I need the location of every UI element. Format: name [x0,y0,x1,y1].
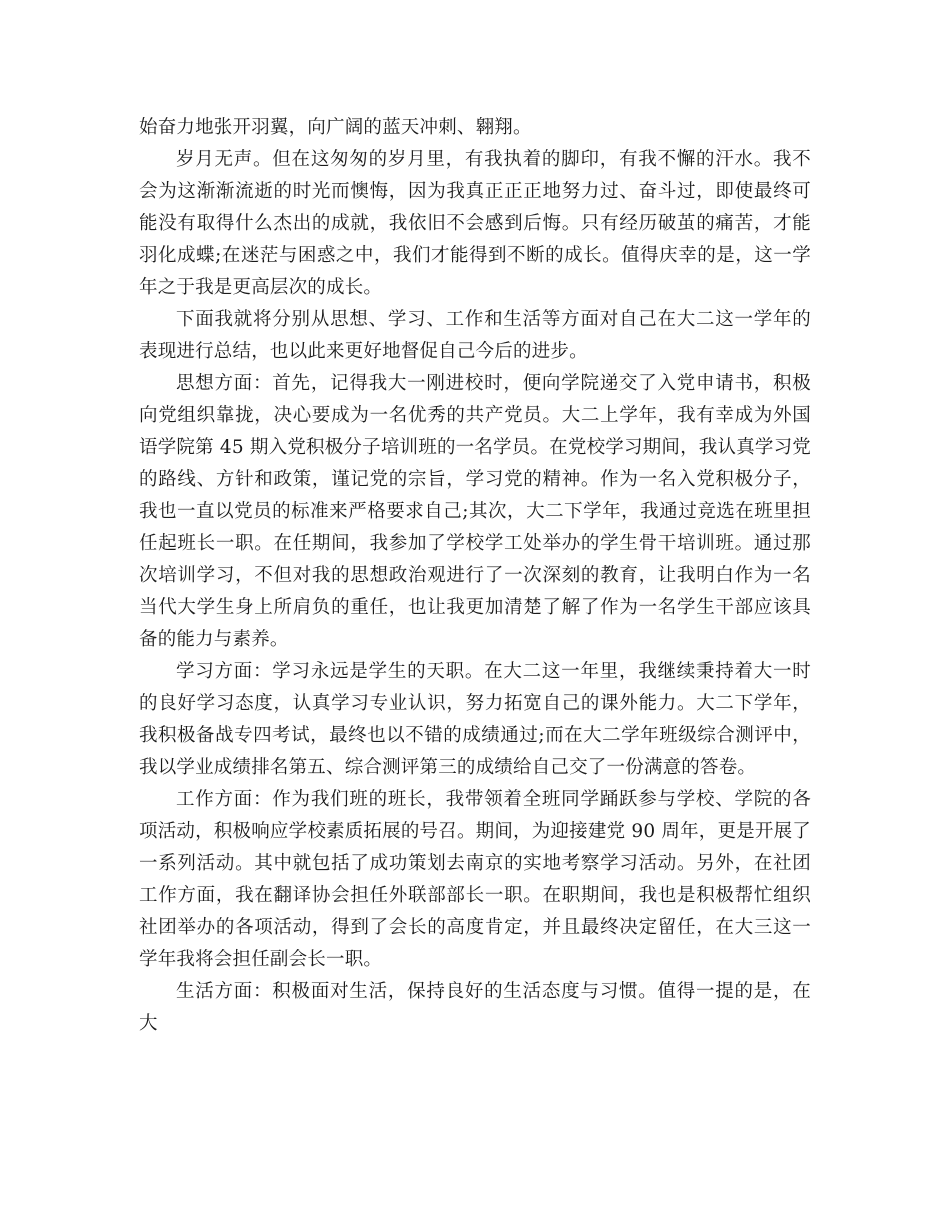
document-body [139,112,811,1040]
paragraph-time-reflection: 岁月无声。但在这匆匆的岁月里，有我执着的脚印，有我不懈的汗水。我不会为这渐渐流逝的时光而懊悔，因为我真正正正地努力过、奋斗过，即使最终可能没有取得什么杰出的成就，我依旧不会感到后悔。只有经历破茧的痛苦，才能羽化成蝶;在迷茫与困惑之中，我们才能得到不断的成长。值得庆幸的是，这一学年之于我是更高层次的成长。 [139,149,811,298]
paragraph-summary-intro: 下面我就将分别从思想、学习、工作和生活等方面对自己在大二这一学年的表现进行总结，也以此来更好地督促自己今后的进步。 [139,309,811,362]
paragraph-ideology: 思想方面：首先，记得我大一刚进校时，便向学院递交了入党申请书，积极向党组织靠拢，决心要成为一名优秀的共产党员。大二上学年，我有幸成为外国语学院第 45 期入党积极分子培训班的一名学员。在党校学习期间，我认真学习党的路线、方针和政策，谨记党的宗旨，学习党的精神。作为一名入党积极分子，我也一直以党员的标准来严格要求自己;其次，大二下学年，我通过竞选在班里担任起班长一职。在任期间，我参加了学校学工处举办的学生骨干培训班。通过那次培训学习，不但对我的思想政治观进行了一次深刻的教育，让我明白作为一名当代大学生身上所肩负的重任，也让我更加清楚了解了作为一名学生干部应该具备的能力与素养。 [139,373,811,650]
paragraph-continued: 始奋力地张开羽翼，向广阔的蓝天冲刺、翱翔。 [139,117,532,138]
paragraph-work: 工作方面：作为我们班的班长，我带领着全班同学踊跃参与学校、学院的各项活动，积极响应学校素质拓展的号召。期间，为迎接建党 90 周年，更是开展了一系列活动。其中就包括了成功策划去南京的实地考察学习活动。另外，在社团工作方面，我在翻译协会担任外联部部长一职。在职期间，我也是积极帮忙组织社团举办的各项活动，得到了会长的高度肯定，并且最终决定留任，在大三这一学年我将会担任副会长一职。 [139,789,811,970]
paragraph-life: 生活方面：积极面对生活，保持良好的生活态度与习惯。值得一提的是，在大 [139,981,811,1034]
paragraph-study: 学习方面：学习永远是学生的天职。在大二这一年里，我继续秉持着大一时的良好学习态度，认真学习专业认识，努力拓宽自己的课外能力。大二下学年，我积极备战专四考试，最终也以不错的成绩通过;而在大二学年班级综合测评中，我以学业成绩排名第五、综合测评第三的成绩给自己交了一份满意的答卷。 [139,661,811,778]
